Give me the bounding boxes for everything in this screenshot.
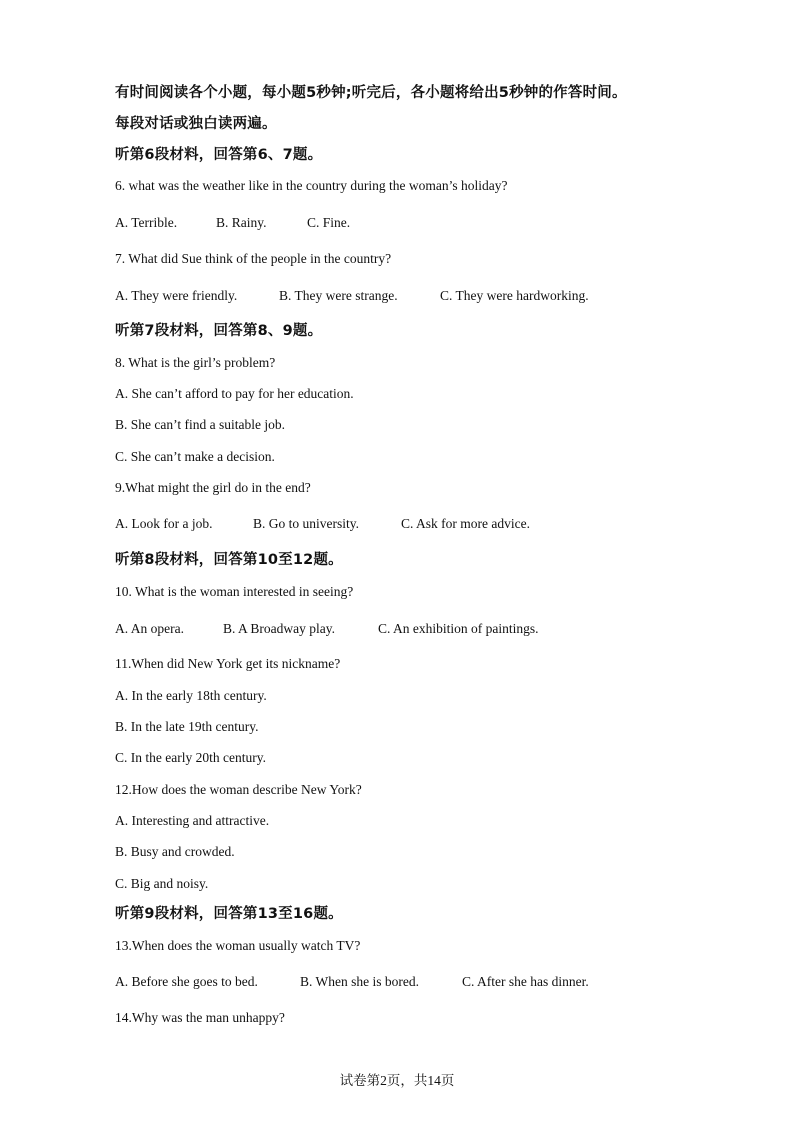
- question-stem: 10. What is the woman interested in seeing?: [115, 584, 354, 599]
- option: B. Go to university.: [253, 516, 359, 531]
- question-stem: 14.Why was the man unhappy?: [115, 1010, 285, 1025]
- option: C. After she has dinner.: [462, 974, 589, 989]
- question-stem: 6. what was the weather like in the country during the woman’s holiday?: [115, 178, 508, 193]
- option: A. Before she goes to bed.: [115, 974, 258, 989]
- question-stem: 11.When did New York get its nickname?: [115, 656, 341, 671]
- option: B. Rainy.: [216, 215, 267, 230]
- option: B. She can’t find a suitable job.: [115, 417, 285, 432]
- option: B. When she is bored.: [300, 974, 419, 989]
- question-stem: 12.How does the woman describe New York?: [115, 782, 362, 797]
- option: C. In the early 20th century.: [115, 750, 266, 765]
- option: C. They were hardworking.: [440, 288, 589, 303]
- option: C. She can’t make a decision.: [115, 449, 275, 464]
- option: A. Interesting and attractive.: [115, 813, 270, 828]
- option: A. They were friendly.: [115, 288, 238, 303]
- option-row: [115, 214, 350, 232]
- option: B. Busy and crowded.: [115, 844, 235, 859]
- option: B. They were strange.: [279, 288, 398, 303]
- page-footer: 试卷第2页，共14页: [339, 1073, 455, 1088]
- question-stem: 9.What might the girl do in the end?: [115, 480, 311, 495]
- section-heading: 听第9段材料，回答第13至16题。: [115, 906, 343, 922]
- instruction-line-1: 有时间阅读各个小题，每小题5秒钟;听完后，各小题将给出5秒钟的作答时间。: [115, 85, 627, 101]
- section-heading: 听第6段材料，回答第6、7题。: [115, 147, 323, 163]
- option: C. Ask for more advice.: [401, 516, 530, 531]
- question-stem: 13.When does the woman usually watch TV?: [115, 938, 361, 953]
- section-heading: 听第8段材料，回答第10至12题。: [115, 552, 343, 568]
- option: A. Look for a job.: [115, 516, 213, 531]
- option: A. An opera.: [115, 621, 184, 636]
- instruction-line-2: 每段对话或独白读两遍。: [115, 116, 277, 132]
- option: C. Fine.: [307, 215, 351, 230]
- option-row: [115, 973, 589, 991]
- section-heading: 听第7段材料，回答第8、9题。: [115, 323, 323, 339]
- option: C. Big and noisy.: [115, 876, 209, 891]
- option: A. In the early 18th century.: [115, 688, 267, 703]
- question-stem: 8. What is the girl’s problem?: [115, 355, 276, 370]
- option: C. An exhibition of paintings.: [378, 621, 539, 636]
- question-stem: 7. What did Sue think of the people in the country?: [115, 251, 392, 266]
- option-row: [115, 287, 589, 305]
- option: B. In the late 19th century.: [115, 719, 259, 734]
- option-row: [115, 620, 539, 638]
- option: A. She can’t afford to pay for her education.: [115, 386, 354, 401]
- option: B. A Broadway play.: [223, 621, 335, 636]
- option: A. Terrible.: [115, 215, 178, 230]
- option-row: [115, 515, 530, 533]
